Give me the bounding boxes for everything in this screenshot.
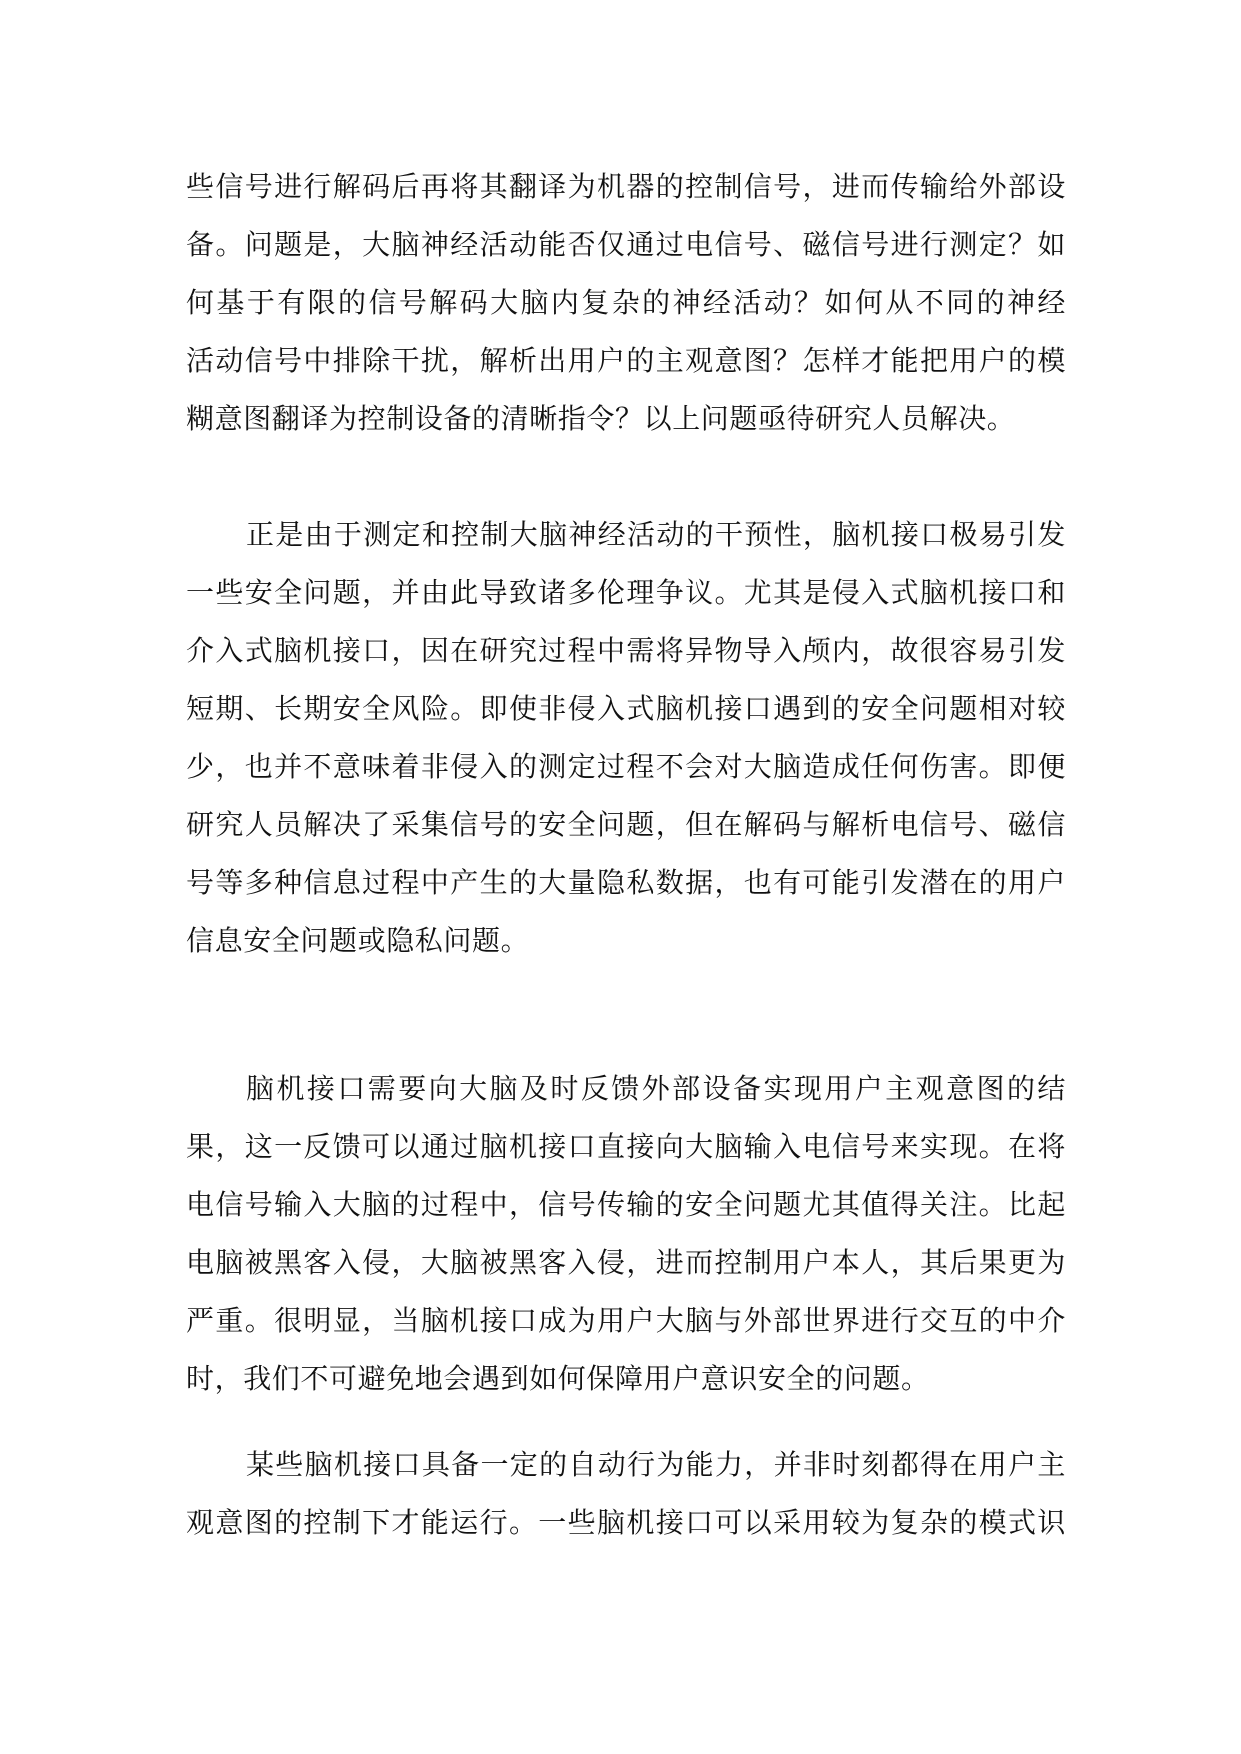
text-line: 少，也并不意味着非侵入的测定过程不会对大脑造成任何伤害。即便	[186, 750, 1066, 783]
text-line: 电脑被黑客入侵，大脑被黑客入侵，进而控制用户本人，其后果更为	[186, 1246, 1066, 1279]
text-line: 信息安全问题或隐私问题。	[186, 924, 530, 957]
text-line: 果，这一反馈可以通过脑机接口直接向大脑输入电信号来实现。在将	[186, 1130, 1066, 1163]
text-line: 短期、长期安全风险。即使非侵入式脑机接口遇到的安全问题相对较	[186, 692, 1066, 725]
text-line: 电信号输入大脑的过程中，信号传输的安全问题尤其值得关注。比起	[186, 1188, 1066, 1221]
text-line: 正是由于测定和控制大脑神经活动的干预性，脑机接口极易引发	[246, 518, 1066, 551]
text-line: 活动信号中排除干扰，解析出用户的主观意图？怎样才能把用户的模	[186, 344, 1066, 377]
text-line: 观意图的控制下才能运行。一些脑机接口可以采用较为复杂的模式识	[186, 1506, 1066, 1539]
paragraph-2	[186, 506, 1066, 970]
text-line: 号等多种信息过程中产生的大量隐私数据，也有可能引发潜在的用户	[186, 866, 1066, 899]
text-line: 研究人员解决了采集信号的安全问题，但在解码与解析电信号、磁信	[186, 808, 1066, 841]
text-line: 糊意图翻译为控制设备的清晰指令？以上问题亟待研究人员解决。	[186, 402, 1016, 435]
text-line: 某些脑机接口具备一定的自动行为能力，并非时刻都得在用户主	[246, 1448, 1066, 1481]
text-line: 脑机接口需要向大脑及时反馈外部设备实现用户主观意图的结	[246, 1072, 1066, 1105]
paragraph-1	[186, 158, 1066, 448]
paragraph-3	[186, 1060, 1066, 1408]
text-line: 备。问题是，大脑神经活动能否仅通过电信号、磁信号进行测定？如	[186, 228, 1066, 261]
paragraph-4	[186, 1436, 1066, 1552]
text-line: 何基于有限的信号解码大脑内复杂的神经活动？如何从不同的神经	[186, 286, 1066, 319]
text-line: 一些安全问题，并由此导致诸多伦理争议。尤其是侵入式脑机接口和	[186, 576, 1066, 609]
text-line: 严重。很明显，当脑机接口成为用户大脑与外部世界进行交互的中介	[186, 1304, 1066, 1337]
text-line: 介入式脑机接口，因在研究过程中需将异物导入颅内，故很容易引发	[186, 634, 1066, 667]
text-line: 时，我们不可避免地会遇到如何保障用户意识安全的问题。	[186, 1362, 930, 1395]
text-line: 些信号进行解码后再将其翻译为机器的控制信号，进而传输给外部设	[186, 170, 1066, 203]
